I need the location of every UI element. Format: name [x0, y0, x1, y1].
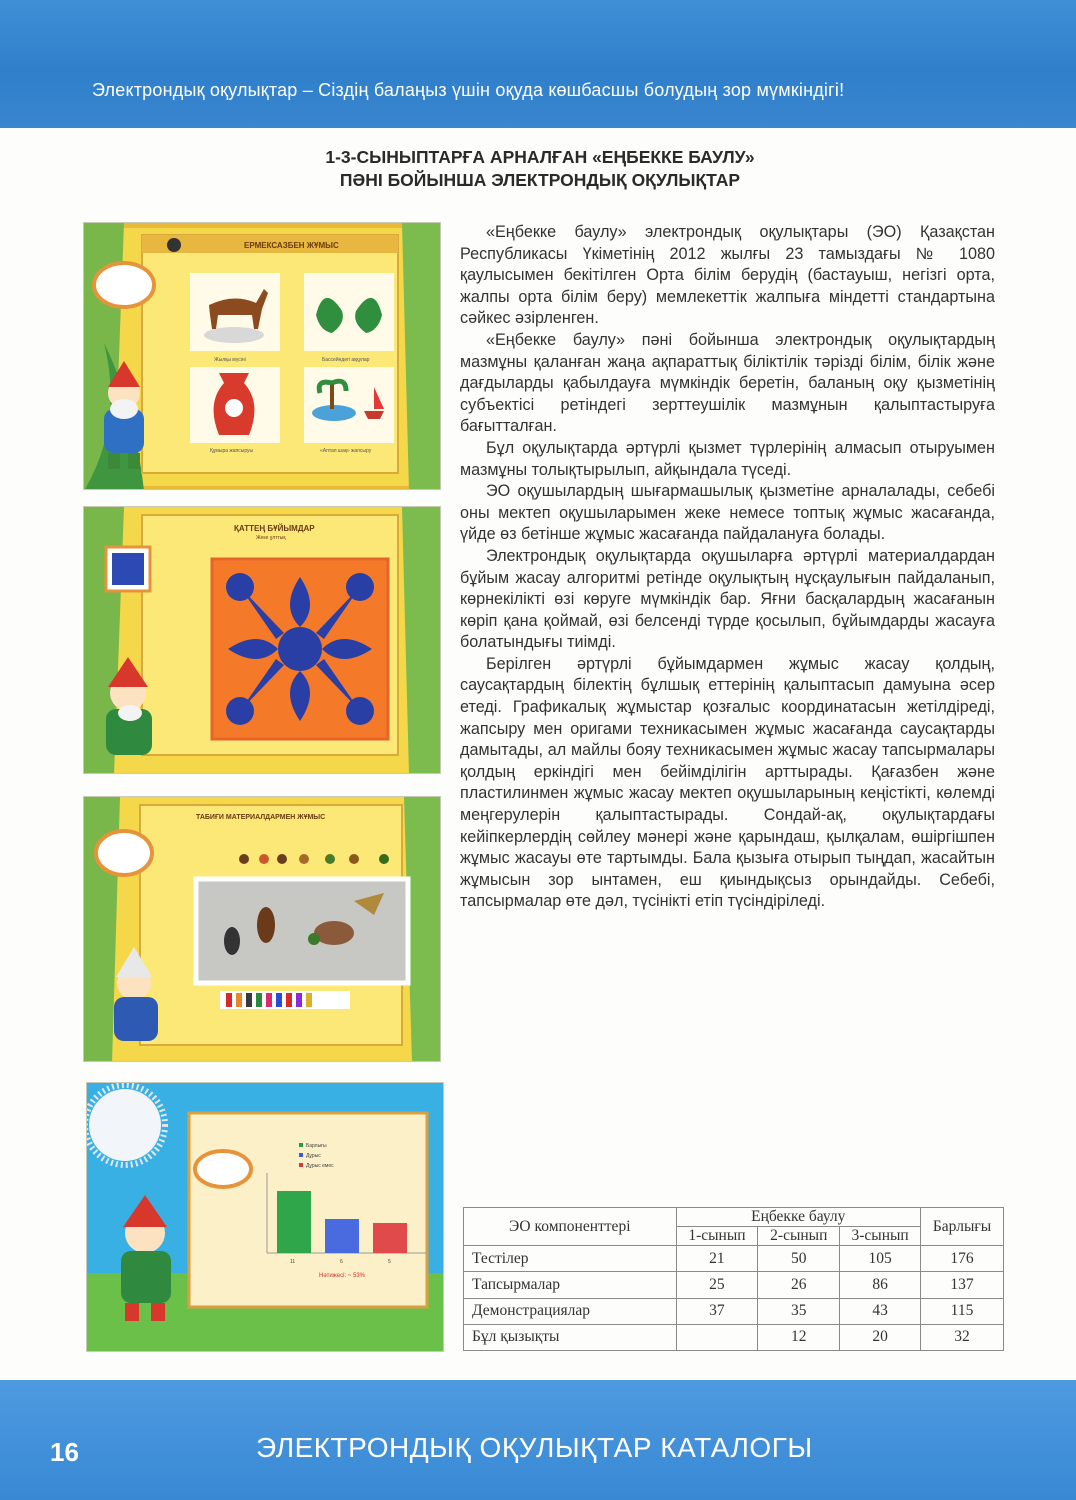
cell-value: 25: [676, 1272, 758, 1298]
catalog-title: ЭЛЕКТРОНДЫҚ ОҚУЛЫҚТАР КАТАЛОГЫ: [256, 1432, 813, 1463]
header-grade-1: 1-сынып: [676, 1227, 758, 1246]
table-row: [464, 1298, 1004, 1324]
header-slogan: Электрондық оқулықтар – Сіздің балаңыз үшін оқуда көшбасшы болудың зор мүмкіндігі!: [92, 80, 845, 100]
horse-card: [190, 273, 280, 363]
rooster-icon: [167, 238, 181, 252]
screen1-caption-3: Құмыра жапсыруы: [210, 448, 254, 454]
result-text: Нәтижесі: ~ 53%: [319, 1273, 365, 1279]
cell-value: 21: [676, 1246, 758, 1272]
page-title-line-2: ПӘНІ БОЙЫНША ЭЛЕКТРОНДЫҚ ОҚУЛЫҚТАР: [339, 170, 741, 190]
legend-total: Барлығы: [306, 1143, 327, 1149]
screen1-caption-2: Бассейндегі аққулар: [322, 357, 370, 363]
bar-label-correct: 6: [340, 1259, 343, 1265]
row-label: Бұл қызықты: [464, 1324, 677, 1350]
jug-card: [190, 367, 280, 454]
header-grade-3: 3-сынып: [840, 1227, 921, 1246]
cell-value: 35: [758, 1298, 840, 1324]
top-banner: [0, 0, 1076, 128]
page-title-line-1: 1-3-СЫНЫПТАРҒА АРНАЛҒАН «ЕҢБЕККЕ БАУЛУ»: [325, 147, 755, 167]
cell-value: 86: [840, 1272, 921, 1298]
table-row: [464, 1272, 1004, 1298]
row-label: Тестілер: [464, 1246, 677, 1272]
cell-total: 32: [921, 1324, 1004, 1350]
cell-value: 12: [758, 1324, 840, 1350]
paragraph: Бұл оқулықтарда әртүрлі қызмет түрлерінің алмасып отыруымен мазмұны толықтырылып, айқындала түседі.: [460, 438, 995, 479]
cell-total: 176: [921, 1246, 1004, 1272]
paragraph: ЭО оқушылардың шығармашылық қызметіне арналалады, себебі оны мектеп оқушыларымен жеке немесе топтық жұмыс жасағанда, үйде өз бетінше жұмыс жасағанда пайдалануға болады.: [460, 482, 995, 544]
screen1-heading: ЕРМЕКСАЗБЕН ЖҰМЫС: [244, 241, 339, 250]
screen1-caption-1: Жылқы мүсіні: [214, 357, 246, 363]
page-title: [200, 146, 880, 192]
paragraph: Берілген әртүрлі бұйымдармен жұмыс жасау қолдың, саусақтардың білектің бұлшық еттерінің қалыптасып дамуына әсер етеді. Графикалық жұмыстар қозғалыс координатасын жетілдіреді, жапсыру мен оригами техникасымен жұмыс жасағанда саусақтарды дамытады, ал майлы бояу техникасымен жұмыс жасау тапсырмалары қолдың еркіндігі мен бейімділігін арттырады. Қағазбен және пластилинмен жұмыс жасау мектеп оқушыларының кеңістікті, көлемді меңгерулерін қалыптастырады. Сондай-ақ, оқулықтардағы кейіпкерлердің сөйлеу мәнері және қарындаш, қылқалам, өшіргішпен жұмыс жасауы өте тартымды. Бала қызыға отырып тыңдап, жасайтын жұмысын зор ынтамен, еш қиындықсыз орындайды. Себебі, тапсырмалар өте дәл, түсінікті етіп түсіндіріледі.: [460, 654, 995, 911]
page-number: 16: [50, 1437, 79, 1467]
cell-value: 37: [676, 1298, 758, 1324]
cell-value: 20: [840, 1324, 921, 1350]
screen2-subheading: Жеке ұлттық: [256, 535, 286, 541]
paragraph: «Еңбекке баулу» пәні бойынша электрондық оқулықтардың мазмұны қаланған жаңа ақпараттық біліктілік тәрізді білім, білік және дағдыларды қабылдауға мүмкіндік беретін, баланың оқу қызметінің субъектісі ретіндегі зерттеушілік мазмұнын қалыптастыруға бағытталған.: [460, 330, 995, 436]
paragraph: Электрондық оқулықтарда оқушыларға әртүрлі материалдардан бұйым жасау алгоритмі ретінде оқулықтың нұсқаулығын пайдаланып, көрнекілікті өзі көруге мүмкіндік бар. Яғни басқалардың жасағанын көріп қана қоймай, өзі белсенді түрде қосылып, бұйымдарды жасауға болатындығы тиімді.: [460, 546, 995, 652]
swan-card: [304, 273, 394, 363]
ornament-pattern: [212, 559, 388, 739]
body-text: [460, 222, 995, 913]
cell-total: 115: [921, 1298, 1004, 1324]
components-table: [463, 1207, 1004, 1351]
screenshot-plasticine: [83, 222, 441, 490]
cell-value: 105: [840, 1246, 921, 1272]
pencil-row: [220, 991, 350, 1009]
bar-label-incorrect: 5: [388, 1259, 391, 1265]
table-row: [464, 1324, 1004, 1350]
row-label: Тапсырмалар: [464, 1272, 677, 1298]
screen3-heading: ТАБИҒИ МАТЕРИАЛДАРМЕН ЖҰМЫС: [196, 814, 326, 821]
row-label: Демонстрациялар: [464, 1298, 677, 1324]
header-component: ЭО компоненттері: [464, 1208, 677, 1246]
screenshot-natural-materials: [83, 796, 441, 1062]
table-row: [464, 1246, 1004, 1272]
bar-incorrect: [373, 1223, 407, 1253]
legend-incorrect: Дұрыс емес: [306, 1163, 334, 1169]
cell-value: 26: [758, 1272, 840, 1298]
bar-correct: [325, 1219, 359, 1253]
screenshot-test-results: [86, 1082, 444, 1352]
work-area: [196, 879, 408, 983]
cell-value: 50: [758, 1246, 840, 1272]
legend-correct: Дұрыс: [306, 1153, 321, 1159]
screen1-caption-4: «Аптап шақ» жапсыру: [320, 448, 372, 454]
header-total: Барлығы: [921, 1208, 1004, 1246]
paragraph: «Еңбекке баулу» электрондық оқулықтары (ЭО) Қазақстан Республикасы Үкіметінің 2012 жылғы 23 тамыздағы № 1080 қаулысымен бекітілген Орта білім берудің (бастауыш, негізгі орта, жалпы орта білім беру) мемлекеттік жалпыға міндетті стандартына сәйкес әзірленген.: [460, 223, 995, 328]
header-grade-2: 2-сынып: [758, 1227, 840, 1246]
bar-label-total: 11: [290, 1259, 296, 1265]
bar-total: [277, 1191, 311, 1253]
cell-value: 43: [840, 1298, 921, 1324]
screenshot-felt: [83, 506, 441, 774]
screen2-heading: ҚАТТЕҢ БҰЙЫМДАР: [234, 524, 315, 533]
cell-value: [676, 1324, 758, 1350]
island-card: [304, 367, 394, 454]
cell-total: 137: [921, 1272, 1004, 1298]
header-subject: Еңбекке баулу: [676, 1208, 921, 1227]
